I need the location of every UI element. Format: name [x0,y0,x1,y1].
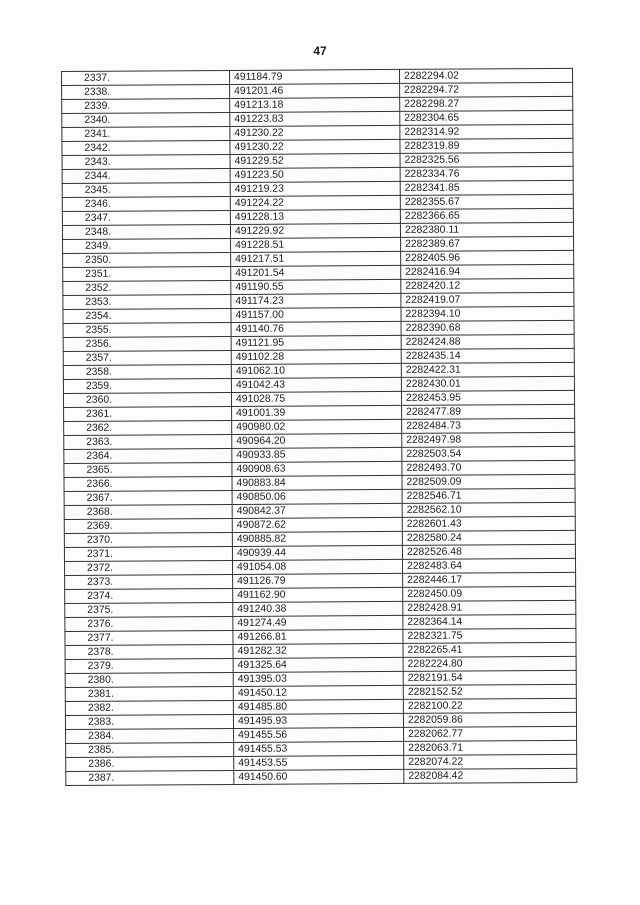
y-coordinate-cell: 2282355.67 [400,194,573,209]
y-coordinate-cell: 2282298.27 [400,96,573,111]
x-coordinate-cell: 491453.55 [234,755,404,770]
point-number-cell: 2346. [62,196,230,211]
point-number-cell: 2355. [63,322,231,337]
point-number-cell: 2367. [64,490,232,505]
y-coordinate-cell: 2282503.54 [402,446,575,461]
y-coordinate-cell: 2282428.91 [403,600,576,615]
y-coordinate-cell: 2282084.42 [404,768,577,783]
point-number-cell: 2382. [65,700,233,715]
y-coordinate-cell: 2282435.14 [401,348,574,363]
x-coordinate-cell: 490933.85 [232,447,402,462]
page-number: 47 [313,44,327,58]
y-coordinate-cell: 2282364.14 [403,614,576,629]
y-coordinate-cell: 2282430.01 [401,376,574,391]
x-coordinate-cell: 491042.43 [231,377,401,392]
point-number-cell: 2376. [65,616,233,631]
y-coordinate-cell: 2282321.75 [403,628,576,643]
point-number-cell: 2372. [64,560,232,575]
point-number-cell: 2357. [63,350,231,365]
y-coordinate-cell: 2282562.10 [402,502,575,517]
y-coordinate-cell: 2282422.31 [401,362,574,377]
point-number-cell: 2350. [63,252,231,267]
point-number-cell: 2365. [64,462,232,477]
x-coordinate-cell: 491395.03 [233,671,403,686]
point-number-cell: 2340. [62,112,230,127]
y-coordinate-cell: 2282453.95 [401,390,574,405]
x-coordinate-cell: 491325.64 [233,657,403,672]
y-coordinate-cell: 2282601.43 [402,516,575,531]
point-number-cell: 2378. [65,644,233,659]
y-coordinate-cell: 2282390.68 [401,320,574,335]
x-coordinate-cell: 491224.22 [230,195,400,210]
x-coordinate-cell: 491184.79 [229,69,399,84]
x-coordinate-cell: 491450.12 [233,685,403,700]
x-coordinate-cell: 491217.51 [231,251,401,266]
x-coordinate-cell: 491228.13 [230,209,400,224]
point-number-cell: 2359. [63,378,231,393]
x-coordinate-cell: 491455.53 [234,741,404,756]
x-coordinate-cell: 491455.56 [234,727,404,742]
x-coordinate-cell: 491240.38 [233,601,403,616]
point-number-cell: 2369. [64,518,232,533]
point-number-cell: 2364. [64,448,232,463]
y-coordinate-cell: 2282546.71 [402,488,575,503]
point-number-cell: 2385. [66,742,234,757]
x-coordinate-cell: 491223.50 [230,167,400,182]
y-coordinate-cell: 2282484.73 [402,418,575,433]
x-coordinate-cell: 490980.02 [232,419,402,434]
y-coordinate-cell: 2282405.96 [401,250,574,265]
point-number-cell: 2351. [63,266,231,281]
point-number-cell: 2360. [63,392,231,407]
x-coordinate-cell: 491126.79 [233,573,403,588]
x-coordinate-cell: 491028.75 [231,391,401,406]
y-coordinate-cell: 2282319.89 [400,138,573,153]
point-number-cell: 2383. [65,714,233,729]
y-coordinate-cell: 2282191.54 [403,670,576,685]
point-number-cell: 2353. [63,294,231,309]
x-coordinate-cell: 491157.00 [231,307,401,322]
y-coordinate-cell: 2282420.12 [401,278,574,293]
x-coordinate-cell: 491230.22 [230,139,400,154]
point-number-cell: 2356. [63,336,231,351]
point-number-cell: 2361. [64,406,232,421]
point-number-cell: 2373. [65,574,233,589]
x-coordinate-cell: 491054.08 [232,559,402,574]
point-number-cell: 2377. [65,630,233,645]
y-coordinate-cell: 2282419.07 [401,292,574,307]
x-coordinate-cell: 491274.49 [233,615,403,630]
y-coordinate-cell: 2282446.17 [403,572,576,587]
x-coordinate-cell: 491223.83 [230,111,400,126]
point-number-cell: 2368. [64,504,232,519]
point-number-cell: 2358. [63,364,231,379]
y-coordinate-cell: 2282325.56 [400,152,573,167]
point-number-cell: 2345. [62,182,230,197]
x-coordinate-cell: 491485.80 [233,699,403,714]
x-coordinate-cell: 490883.84 [232,475,402,490]
point-number-cell: 2342. [62,140,230,155]
y-coordinate-cell: 2282580.24 [402,530,575,545]
point-number-cell: 2374. [65,588,233,603]
x-coordinate-cell: 491201.46 [230,83,400,98]
x-coordinate-cell: 491140.76 [231,321,401,336]
point-number-cell: 2349. [63,238,231,253]
point-number-cell: 2338. [62,84,230,99]
point-number-cell: 2337. [62,70,230,85]
x-coordinate-cell: 491450.60 [234,769,404,784]
y-coordinate-cell: 2282416.94 [401,264,574,279]
x-coordinate-cell: 491174.23 [231,293,401,308]
point-number-cell: 2371. [64,546,232,561]
y-coordinate-cell: 2282483.64 [402,558,575,573]
point-number-cell: 2362. [64,420,232,435]
y-coordinate-cell: 2282424.88 [401,334,574,349]
point-number-cell: 2344. [62,168,230,183]
coordinates-table [61,68,577,786]
point-number-cell: 2348. [62,224,230,239]
x-coordinate-cell: 491266.81 [233,629,403,644]
y-coordinate-cell: 2282074.22 [404,754,577,769]
y-coordinate-cell: 2282265.41 [403,642,576,657]
x-coordinate-cell: 491230.22 [230,125,400,140]
x-coordinate-cell: 490842.37 [232,503,402,518]
point-number-cell: 2341. [62,126,230,141]
x-coordinate-cell: 491229.52 [230,153,400,168]
x-coordinate-cell: 490908.63 [232,461,402,476]
y-coordinate-cell: 2282062.77 [404,726,577,741]
point-number-cell: 2339. [62,98,230,113]
y-coordinate-cell: 2282294.02 [399,68,572,83]
x-coordinate-cell: 491190.55 [231,279,401,294]
y-coordinate-cell: 2282341.85 [400,180,573,195]
y-coordinate-cell: 2282314.92 [400,124,573,139]
point-number-cell: 2366. [64,476,232,491]
y-coordinate-cell: 2282063.71 [404,740,577,755]
y-coordinate-cell: 2282477.89 [402,404,575,419]
x-coordinate-cell: 491102.28 [231,349,401,364]
point-number-cell: 2386. [66,756,234,771]
x-coordinate-cell: 490872.62 [232,517,402,532]
y-coordinate-cell: 2282389.67 [401,236,574,251]
x-coordinate-cell: 490964.20 [232,433,402,448]
y-coordinate-cell: 2282493.70 [402,460,575,475]
y-coordinate-cell: 2282394.10 [401,306,574,321]
point-number-cell: 2354. [63,308,231,323]
x-coordinate-cell: 491229.92 [230,223,400,238]
y-coordinate-cell: 2282294.72 [400,82,573,97]
x-coordinate-cell: 491213.18 [230,97,400,112]
point-number-cell: 2363. [64,434,232,449]
y-coordinate-cell: 2282497.98 [402,432,575,447]
x-coordinate-cell: 490939.44 [232,545,402,560]
y-coordinate-cell: 2282509.09 [402,474,575,489]
x-coordinate-cell: 491228.51 [231,237,401,252]
point-number-cell: 2380. [65,672,233,687]
y-coordinate-cell: 2282152.52 [403,684,576,699]
x-coordinate-cell: 491062.10 [231,363,401,378]
point-number-cell: 2347. [62,210,230,225]
x-coordinate-cell: 490850.06 [232,489,402,504]
x-coordinate-cell: 491162.90 [233,587,403,602]
y-coordinate-cell: 2282224.80 [403,656,576,671]
point-number-cell: 2384. [66,728,234,743]
y-coordinate-cell: 2282366.65 [400,208,573,223]
point-number-cell: 2387. [66,770,234,785]
x-coordinate-cell: 491219.23 [230,181,400,196]
y-coordinate-cell: 2282059.86 [403,712,576,727]
y-coordinate-cell: 2282100.22 [403,698,576,713]
x-coordinate-cell: 491201.54 [231,265,401,280]
point-number-cell: 2379. [65,658,233,673]
point-number-cell: 2343. [62,154,230,169]
y-coordinate-cell: 2282334.76 [400,166,573,181]
x-coordinate-cell: 491121.95 [231,335,401,350]
x-coordinate-cell: 490885.82 [232,531,402,546]
point-number-cell: 2381. [65,686,233,701]
x-coordinate-cell: 491495.93 [233,713,403,728]
x-coordinate-cell: 491282.32 [233,643,403,658]
point-number-cell: 2375. [65,602,233,617]
y-coordinate-cell: 2282450.09 [403,586,576,601]
y-coordinate-cell: 2282304.65 [400,110,573,125]
table-body [62,68,577,785]
x-coordinate-cell: 491001.39 [232,405,402,420]
y-coordinate-cell: 2282526.48 [402,544,575,559]
point-number-cell: 2352. [63,280,231,295]
y-coordinate-cell: 2282380.11 [400,222,573,237]
point-number-cell: 2370. [64,532,232,547]
table-row [66,768,577,785]
